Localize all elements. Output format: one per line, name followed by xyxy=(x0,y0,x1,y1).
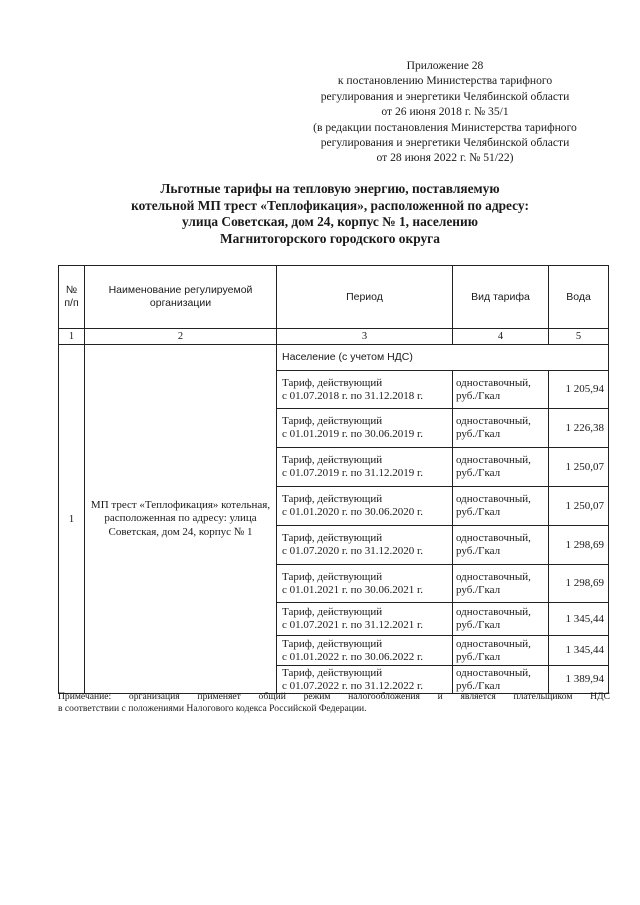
col-number: 2 xyxy=(85,329,277,345)
title-line: улица Советская, дом 24, корпус № 1, населению xyxy=(182,214,478,230)
footnote-line: в соответствии с положениями Налогового кодекса Российской Федерации. xyxy=(58,703,367,714)
water-value-cell: 1 345,44 xyxy=(549,603,609,636)
period-cell: Тариф, действующий с 01.07.2022 г. по 31.12.2022 г. xyxy=(277,666,453,694)
water-value-cell: 1 298,69 xyxy=(549,565,609,603)
period-cell: Тариф, действующий с 01.07.2021 г. по 31.12.2021 г. xyxy=(277,603,453,636)
water-value-cell: 1 226,38 xyxy=(549,409,609,448)
period-cell: Тариф, действующий с 01.01.2019 г. по 30.06.2019 г. xyxy=(277,409,453,448)
period-cell: Тариф, действующий с 01.07.2020 г. по 31.12.2020 г. xyxy=(277,526,453,565)
appendix-line: Приложение 28 xyxy=(406,59,484,72)
water-value-cell: 1 250,07 xyxy=(549,487,609,526)
appendix-line: регулирования и энергетики Челябинской области xyxy=(320,89,570,103)
tariff-type-cell: одноставочный, руб./Гкал xyxy=(453,636,549,666)
organization-cell: МП трест «Теплофикация» котельная, расположенная по адресу: улица Советская, дом 24, корпус № 1 xyxy=(85,345,277,694)
tariff-type-cell: одноставочный, руб./Гкал xyxy=(453,448,549,487)
column-number-row xyxy=(59,329,609,345)
appendix-line: от 26 июня 2018 г. № 35/1 xyxy=(381,105,509,119)
title-line: Магнитогорского городского округа xyxy=(220,230,440,246)
water-value-cell: 1 389,94 xyxy=(549,666,609,694)
period-cell: Тариф, действующий с 01.07.2019 г. по 31.12.2019 г. xyxy=(277,448,453,487)
period-cell: Тариф, действующий с 01.01.2022 г. по 30.06.2022 г. xyxy=(277,636,453,666)
title-line: котельной МП трест «Теплофикация», расположенной по адресу: xyxy=(131,197,529,213)
header-water: Вода xyxy=(549,266,609,329)
header-period: Период xyxy=(277,266,453,329)
appendix-line: регулирования и энергетики Челябинской области xyxy=(320,136,570,150)
water-value-cell: 1 250,07 xyxy=(549,448,609,487)
tariff-type-cell: одноставочный, руб./Гкал xyxy=(453,409,549,448)
tariff-type-cell: одноставочный, руб./Гкал xyxy=(453,371,549,409)
tariff-type-cell: одноставочный, руб./Гкал xyxy=(453,666,549,694)
population-row xyxy=(59,345,609,371)
document-title xyxy=(60,181,600,247)
col-number: 4 xyxy=(453,329,549,345)
col-number: 3 xyxy=(277,329,453,345)
header-type: Вид тарифа xyxy=(453,266,549,329)
table-header-row xyxy=(59,266,609,329)
appendix-line: (в редакции постановления Министерства тарифного xyxy=(313,120,577,134)
header-org: Наименование регулируемой организации xyxy=(85,266,277,329)
footnote xyxy=(58,691,610,715)
water-value-cell: 1 298,69 xyxy=(549,526,609,565)
row-index: 1 xyxy=(59,345,85,694)
footnote-line: Примечание: организация применяет общий режим налогообложения и является плательщиком НДС xyxy=(58,691,610,702)
header-num: № п/п xyxy=(59,266,85,329)
col-number: 5 xyxy=(549,329,609,345)
population-label: Население (с учетом НДС) xyxy=(277,345,609,371)
period-cell: Тариф, действующий с 01.07.2018 г. по 31.12.2018 г. xyxy=(277,371,453,409)
appendix-line: к постановлению Министерства тарифного xyxy=(337,74,553,88)
appendix-block xyxy=(280,58,610,166)
tariff-type-cell: одноставочный, руб./Гкал xyxy=(453,526,549,565)
tariff-type-cell: одноставочный, руб./Гкал xyxy=(453,487,549,526)
col-number: 1 xyxy=(59,329,85,345)
period-cell: Тариф, действующий с 01.01.2021 г. по 30.06.2021 г. xyxy=(277,565,453,603)
period-cell: Тариф, действующий с 01.01.2020 г. по 30.06.2020 г. xyxy=(277,487,453,526)
water-value-cell: 1 345,44 xyxy=(549,636,609,666)
tariff-type-cell: одноставочный, руб./Гкал xyxy=(453,603,549,636)
tariff-table xyxy=(58,265,609,694)
water-value-cell: 1 205,94 xyxy=(549,371,609,409)
tariff-type-cell: одноставочный, руб./Гкал xyxy=(453,565,549,603)
title-line: Льготные тарифы на тепловую энергию, поставляемую xyxy=(160,181,500,196)
appendix-line: от 28 июня 2022 г. № 51/22) xyxy=(376,151,514,165)
